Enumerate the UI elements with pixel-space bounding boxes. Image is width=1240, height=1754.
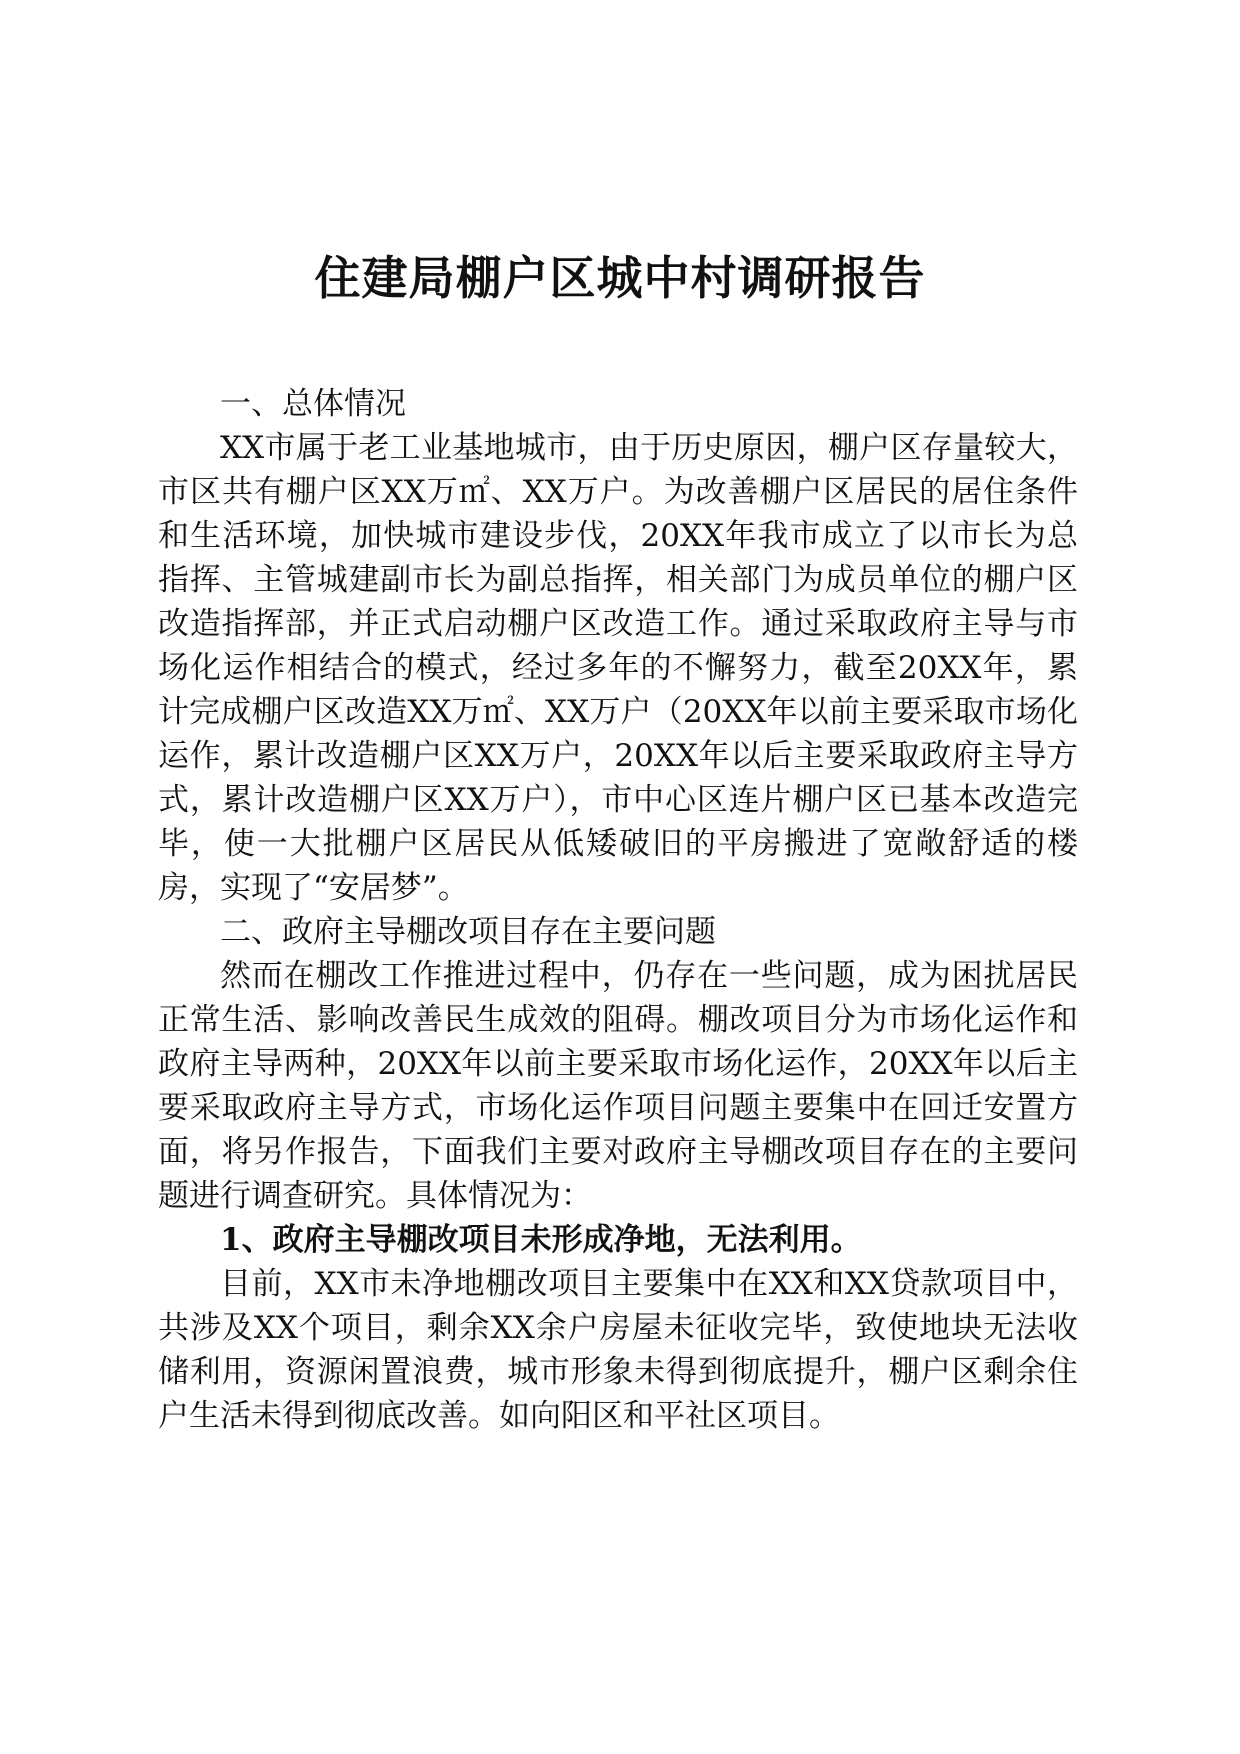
document-title: 住建局棚户区城中村调研报告 [314,251,926,305]
section-heading-problems: 二、政府主导棚改项目存在主要问题 [220,914,716,950]
section-paragraph-problems: 然而在棚改工作推进过程中，仍存在一些问题，成为困扰居民正常生活、影响改善民生成效的阻碍。棚改项目分为市场化运作和政府主导两种，20XX年以前主要采取市场化运作，20XX年以后主要采取政府主导方式，市场化运作项目问题主要集中在回迁安置方面，将另作报告，下面我们主要对政府主导棚改项目存在的主要问题进行调查研究。具体情况为： [158,958,1078,1214]
document-body [158,382,1078,1438]
section-heading-overview: 一、总体情况 [220,386,406,422]
section-paragraph-overview: XX市属于老工业基地城市，由于历史原因，棚户区存量较大，市区共有棚户区XX万㎡、XX万户。为改善棚户区居民的居住条件和生活环境，加快城市建设步伐，20XX年我市成立了以市长为总指挥、主管城建副市长为副总指挥，相关部门为成员单位的棚户区改造指挥部，并正式启动棚户区改造工作。通过采取政府主导与市场化运作相结合的模式，经过多年的不懈努力，截至20XX年，累计完成棚户区改造XX万㎡、XX万户（20XX年以前主要采取市场化运作，累计改造棚户区XX万户，20XX年以后主要采取政府主导方式，累计改造棚户区XX万户），市中心区连片棚户区已基本改造完毕，使一大批棚户区居民从低矮破旧的平房搬进了宽敞舒适的楼房，实现了“安居梦”。 [158,430,1078,906]
subsection-paragraph-unclean-land: 目前，XX市未净地棚改项目主要集中在XX和XX贷款项目中，共涉及XX个项目，剩余XX余户房屋未征收完毕，致使地块无法收储利用，资源闲置浪费，城市形象未得到彻底提升，棚户区剩余住户生活未得到彻底改善。如向阳区和平社区项目。 [158,1266,1078,1434]
subsection-heading-unclean-land: 1、政府主导棚改项目未形成净地，无法利用。 [220,1222,862,1258]
